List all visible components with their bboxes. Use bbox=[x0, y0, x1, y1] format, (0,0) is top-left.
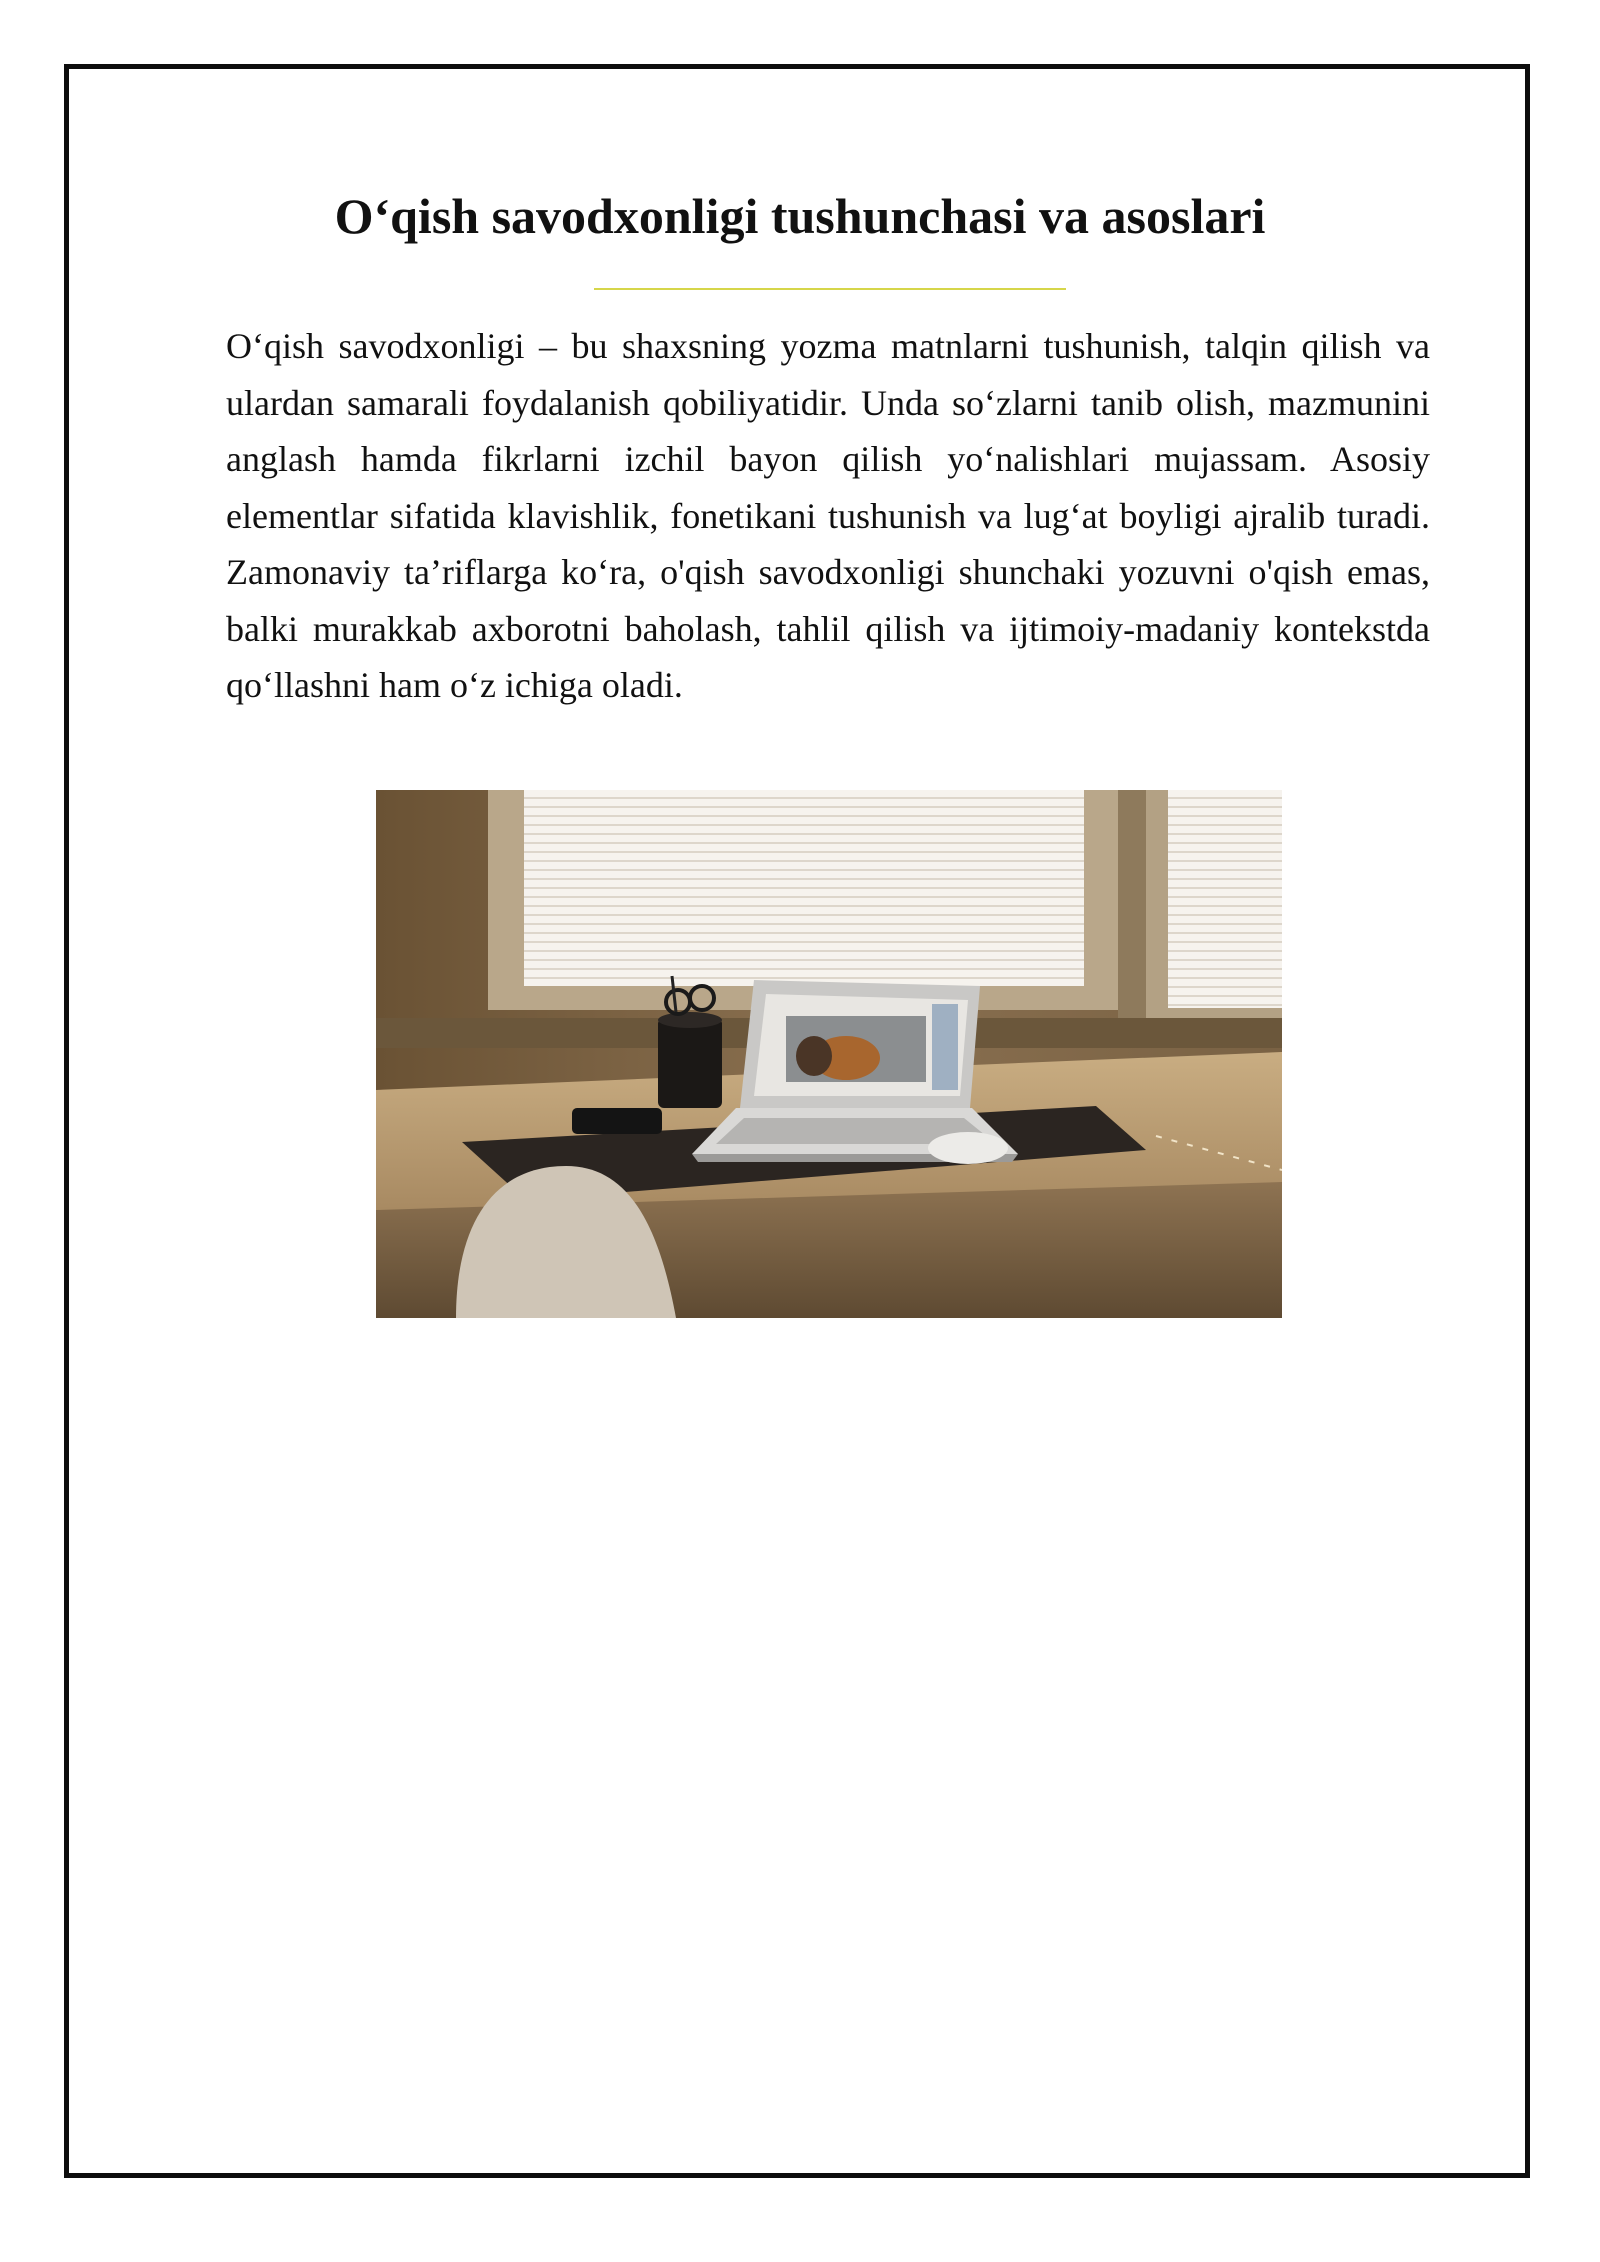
title-underline bbox=[594, 288, 1066, 290]
body-paragraph: O‘qish savodxonligi – bu shaxsning yozma matnlarni tushunish, talqin qilish va ulardan samarali foydalanish qobiliyatidir. Unda so‘zlarni tanib olish, mazmunini anglash hamda fikrlarni izchil bayon qilish yo‘nalishlari mujassam. Asosiy elementlar sifatida klavishlik, fonetikani tushunish va lug‘at boyligi ajralib turadi. Zamonaviy ta’riflarga ko‘ra, o'qish savodxonligi shunchaki yozuvni o'qish emas, balki murakkab axborotni baholash, tahlil qilish va ijtimoiy-madaniy kontekstda qo‘llashni ham o‘z ichiga oladi. bbox=[226, 326, 1430, 705]
page-title: O‘qish savodxonligi tushunchasi va asoslari bbox=[334, 188, 1266, 244]
desk-laptop-photo bbox=[376, 790, 1282, 1318]
